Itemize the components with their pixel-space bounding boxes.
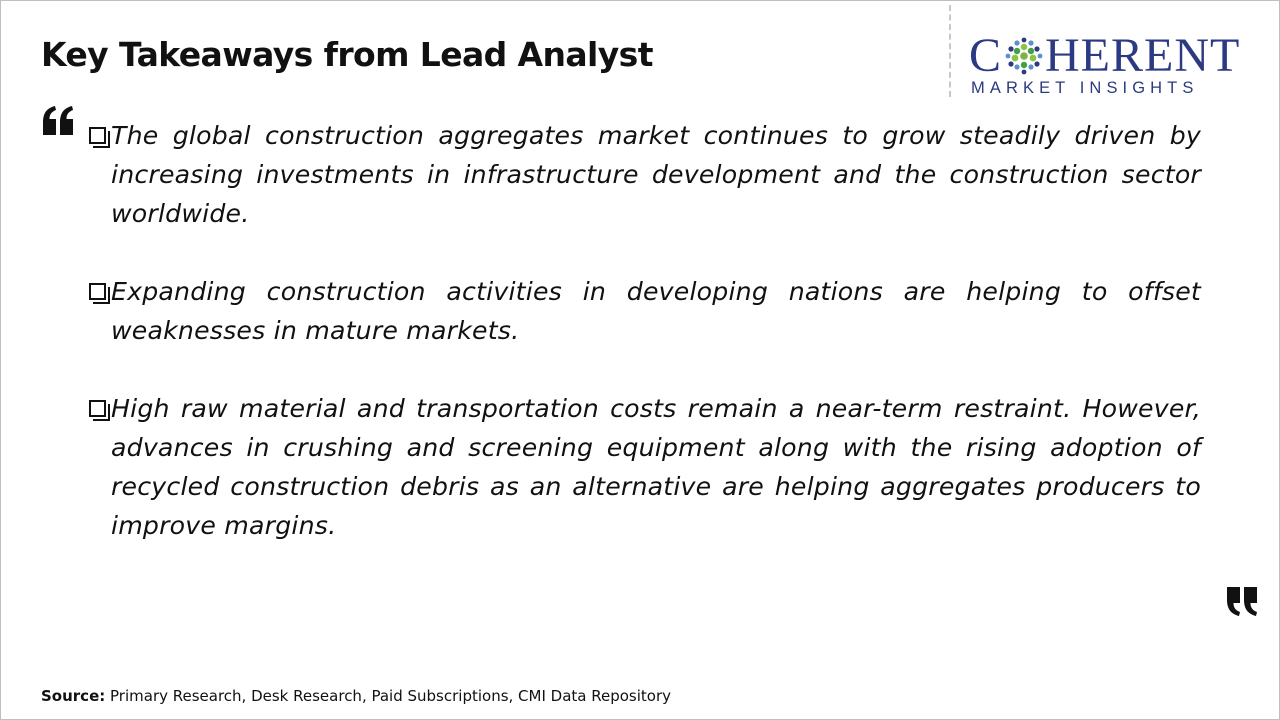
page-title: Key Takeaways from Lead Analyst [41, 35, 653, 74]
logo-wordmark [969, 31, 1240, 81]
list-item [87, 272, 1201, 350]
globe-icon [1004, 36, 1044, 76]
list-item [87, 116, 1201, 233]
quote-close-icon [1225, 585, 1259, 617]
logo-tagline: MARKET INSIGHTS [971, 79, 1199, 97]
checkbox-bullet-icon [89, 283, 106, 300]
source-note [41, 687, 671, 705]
takeaway-text: Expanding construction activities in developing nations are helping to offset weaknesses in mature markets. [111, 277, 1201, 345]
checkbox-bullet-icon [89, 400, 106, 417]
takeaway-text: High raw material and transportation costs remain a near-term restraint. However, advances in crushing and screening equipment along with the rising adoption of recycled construction debris as an alternative are helping aggregates producers to improve margins. [111, 394, 1201, 540]
list-item [87, 389, 1201, 545]
takeaway-text: The global construction aggregates market continues to grow steadily driven by increasing investments in infrastructure development and the construction sector worldwide. [111, 121, 1201, 228]
checkbox-bullet-icon [89, 127, 106, 144]
source-text: Primary Research, Desk Research, Paid Subscriptions, CMI Data Repository [105, 687, 672, 705]
source-label: Source: [41, 687, 106, 705]
logo-letter-c: C [969, 29, 1003, 82]
logo-letters: HERENT [1045, 29, 1241, 82]
header-divider [949, 5, 951, 97]
quote-open-icon [41, 105, 75, 137]
takeaway-list [87, 116, 1201, 584]
company-logo [969, 31, 1261, 101]
